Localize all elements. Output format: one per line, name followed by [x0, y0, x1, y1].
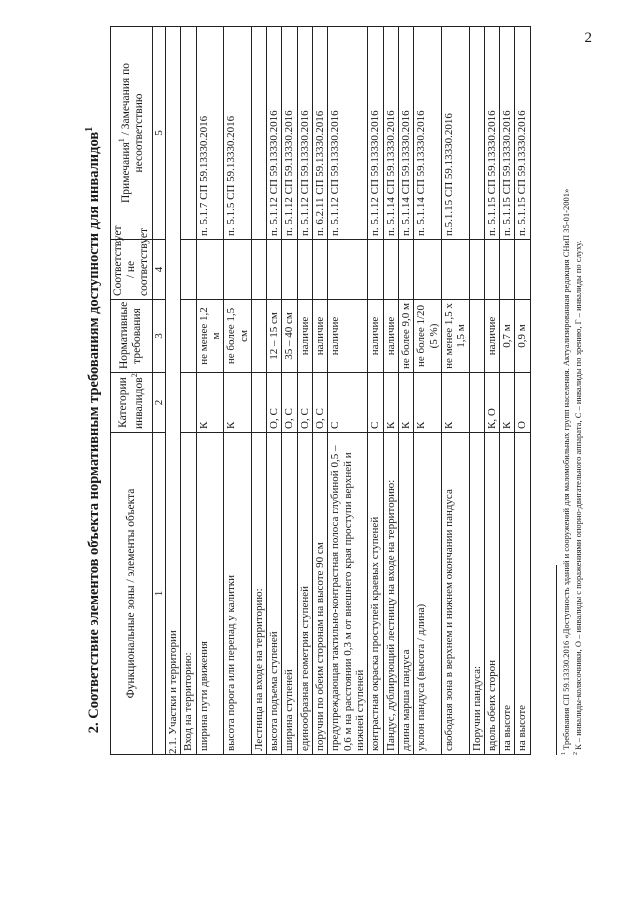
row-category — [181, 373, 196, 433]
col-header-notes: Примечания$^1$ / Замечания по несоответствию — [111, 27, 153, 240]
column-number: 5 — [152, 27, 165, 240]
row-note: п. 6.2.11 СП 59.13330.2016 — [313, 27, 328, 240]
row-category: О, С — [267, 373, 282, 433]
row-note: п. 5.1.12 СП 59.13330.2016 — [297, 27, 312, 240]
col-header-requirements: Нормативные требования — [111, 300, 153, 373]
table-row — [500, 27, 515, 755]
row-category: К — [414, 373, 442, 433]
row-element: Вход на территорию: — [181, 433, 196, 755]
row-conformity — [368, 240, 383, 300]
row-conformity — [251, 240, 266, 300]
table-row — [282, 27, 297, 755]
col-header-conformity: Соответствует / не соответствует — [111, 240, 153, 300]
row-requirement — [469, 300, 484, 373]
row-requirement: не более 1/20 (5 %) — [414, 300, 442, 373]
row-element: уклон пандуса (высота / длина) — [414, 433, 442, 755]
row-requirement: наличие — [313, 300, 328, 373]
row-element: на высоте — [515, 433, 530, 755]
column-number: 2 — [152, 373, 165, 433]
row-element: ширина ступеней — [282, 433, 297, 755]
row-category: С — [328, 373, 368, 433]
row-note: п. 5.1.15 СП 59.13330.2016 — [484, 27, 499, 240]
col-header-categories: Категории инвалидов$^2$ — [111, 373, 153, 433]
row-requirement — [251, 300, 266, 373]
row-conformity — [328, 240, 368, 300]
row-conformity — [515, 240, 530, 300]
row-conformity — [181, 240, 196, 300]
row-category: К — [398, 373, 413, 433]
row-category: О, С — [297, 373, 312, 433]
row-conformity — [469, 240, 484, 300]
table-header-row — [111, 27, 153, 755]
row-note: п. 5.1.14 СП 59.13330.2016 — [414, 27, 442, 240]
row-element: ширина пути движения — [196, 433, 224, 755]
row-note: п. 5.1.15 СП 59.13330.2016 — [515, 27, 530, 240]
row-category — [469, 373, 484, 433]
row-conformity — [383, 240, 398, 300]
page-number: 2 — [584, 30, 592, 46]
row-note: п. 5.1.12 СП 59.13330.2016 — [368, 27, 383, 240]
accessibility-table — [110, 26, 531, 755]
row-note — [251, 27, 266, 240]
row-category: С — [368, 373, 383, 433]
footnote-2: $^2$ К – инвалиды-колясочники, О – инвалиды с поражениями опорно-двигательного аппарата, С – инвалиды по зрению, Г – инвалиды по слуху. — [573, 240, 584, 755]
row-note: п.5.1.15 СП 59.13330.2016 — [441, 27, 469, 240]
row-element: Пандус, дублирующий лестницу на входе на территорию: — [383, 433, 398, 755]
table-row — [251, 27, 266, 755]
table-row — [368, 27, 383, 755]
row-requirement: не более 9,0 м — [398, 300, 413, 373]
row-category: К — [500, 373, 515, 433]
row-element: Поручни пандуса: — [469, 433, 484, 755]
row-element: поручни по обеим сторонам на высоте 90 см — [313, 433, 328, 755]
footnotes — [556, 27, 585, 755]
row-category: О, С — [282, 373, 297, 433]
row-requirement: наличие — [383, 300, 398, 373]
table-row — [297, 27, 312, 755]
row-requirement — [181, 300, 196, 373]
row-category: К — [383, 373, 398, 433]
row-requirement: не более 1,5 см — [224, 300, 252, 373]
row-element: вдоль обеих сторон — [484, 433, 499, 755]
row-conformity — [297, 240, 312, 300]
row-category: К — [196, 373, 224, 433]
row-category: К — [224, 373, 252, 433]
row-conformity — [398, 240, 413, 300]
row-requirement: 0,9 м — [515, 300, 530, 373]
row-note: п. 5.1.12 СП 59.13330.2016 — [267, 27, 282, 240]
row-element: единообразная геометрия ступеней — [297, 433, 312, 755]
row-element: на высоте — [500, 433, 515, 755]
row-element: высота порога или перепад у калитки — [224, 433, 252, 755]
section-title: 2.1. Участки и территории — [165, 27, 180, 755]
table-row — [515, 27, 530, 755]
row-category — [251, 373, 266, 433]
row-requirement: 0,7 м — [500, 300, 515, 373]
row-requirement: наличие — [484, 300, 499, 373]
row-conformity — [267, 240, 282, 300]
row-category: К, О — [484, 373, 499, 433]
column-number: 1 — [152, 433, 165, 755]
row-conformity — [484, 240, 499, 300]
row-requirement: наличие — [297, 300, 312, 373]
table-row — [383, 27, 398, 755]
col-header-elements: Функциональные зоны / элементы объекта — [111, 433, 153, 755]
row-requirement: не менее 1,2 м — [196, 300, 224, 373]
footnote-divider — [556, 565, 557, 755]
table-row — [267, 27, 282, 755]
table-row — [328, 27, 368, 755]
footnote-1: $^1$ Требования СП 59.13330.2016 «Доступность зданий и сооружений для маломобильных групп населения. Актуализированная редакция СНиП 35-01-2001» — [560, 188, 571, 755]
table-row — [484, 27, 499, 755]
row-element: контрастная окраска проступей краевых ступеней — [368, 433, 383, 755]
row-conformity — [441, 240, 469, 300]
row-conformity — [500, 240, 515, 300]
row-requirement: 12 – 15 см — [267, 300, 282, 373]
row-note: п. 5.1.7 СП 59.13330.2016 — [196, 27, 224, 240]
row-category: О, С — [313, 373, 328, 433]
table-row — [181, 27, 196, 755]
table-row — [469, 27, 484, 755]
table-row — [224, 27, 252, 755]
row-conformity — [313, 240, 328, 300]
table-row — [398, 27, 413, 755]
row-element: Лестница на входе на территорию: — [251, 433, 266, 755]
row-note: п. 5.1.14 СП 59.13330.2016 — [398, 27, 413, 240]
row-conformity — [196, 240, 224, 300]
row-requirement: 35 – 40 см — [282, 300, 297, 373]
row-element: свободная зона в верхнем и нижнем окончании пандуса — [441, 433, 469, 755]
row-note — [469, 27, 484, 240]
row-note: п. 5.1.12 СП 59.13330.2016 — [328, 27, 368, 240]
column-number-row — [152, 27, 165, 755]
row-category: О — [515, 373, 530, 433]
table-row — [414, 27, 442, 755]
row-requirement: наличие — [368, 300, 383, 373]
row-category: К — [441, 373, 469, 433]
row-conformity — [224, 240, 252, 300]
table-row — [196, 27, 224, 755]
row-element: длина марша пандуса — [398, 433, 413, 755]
document-heading: 2. Соответствие элементов объекта нормативным требованиям доступности для инвалидов$^1$ — [84, 126, 102, 734]
section-row — [165, 27, 180, 755]
table-row — [441, 27, 469, 755]
row-element: предупреждающая тактильно-контрастная полоса глубиной 0,5 – 0,6 м на расстоянии 0,3 м от внешнего края проступи верхней и нижней ступеней — [328, 433, 368, 755]
row-note: п. 5.1.5 СП 59.13330.2016 — [224, 27, 252, 240]
row-note: п. 5.1.14 СП 59.13330.2016 — [383, 27, 398, 240]
row-conformity — [282, 240, 297, 300]
row-requirement: наличие — [328, 300, 368, 373]
row-note: п. 5.1.15 СП 59.13330.2016 — [500, 27, 515, 240]
table-row — [313, 27, 328, 755]
column-number: 4 — [152, 240, 165, 300]
row-conformity — [414, 240, 442, 300]
row-requirement: не менее 1,5 х 1,5 м — [441, 300, 469, 373]
row-note — [181, 27, 196, 240]
row-element: высота подъема ступеней — [267, 433, 282, 755]
column-number: 3 — [152, 300, 165, 373]
row-note: п. 5.1.12 СП 59.13330.2016 — [282, 27, 297, 240]
